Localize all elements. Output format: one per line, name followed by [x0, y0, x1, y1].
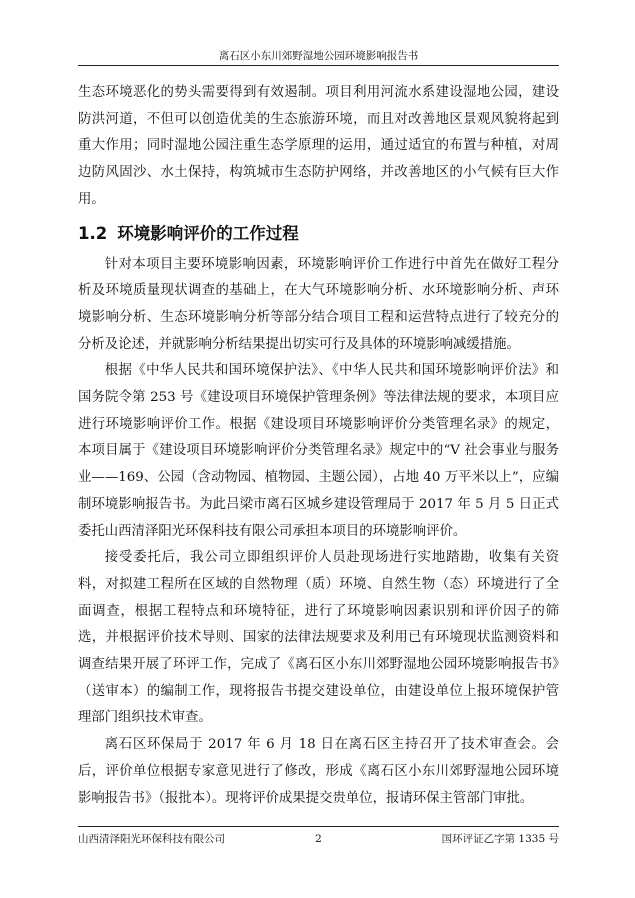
body-paragraph-3: 接受委托后，我公司立即组织评价人员赴现场进行实地踏勘，收集有关资料，对拟建工程所在区域的自然物理（质）环境、自然生物（态）环境进行了全面调查，根据工程特点和环境特征，进行了环境影响因素识别和评价因子的筛选，并根据评价技术导则、国家的法律法规要求及利用已有环境现状监测资料和调查结果开展了环评工作，完成了《离石区小东川郊野湿地公园环境影响报告书》（送审本）的编制工作，现将报告书提交建设单位，由建设单位上报环境保护管理部门组织技术审查。: [78, 550, 559, 726]
footer-company: 山西清泽阳光环保科技有限公司: [78, 833, 225, 845]
footer-certificate: 国环评证乙字第 1335 号: [441, 833, 559, 845]
running-footer: [78, 831, 559, 847]
section-number: 1.2: [78, 223, 108, 243]
section-title: 环境影响评价的工作过程: [117, 223, 299, 243]
page-number: 2: [315, 833, 322, 845]
section-heading: [78, 220, 559, 248]
running-header: 离石区小东川郊野湿地公园环境影响报告书: [218, 50, 419, 62]
page-body: [78, 80, 559, 812]
intro-paragraph: 生态环境恶化的势头需要得到有效遏制。项目利用河流水系建设湿地公园，建设防洪河道，不但可以创造优美的生态旅游环境，而且对改善地区景观风貌将起到重大作用；同时湿地公园注重生态学原理的运用，通过适宜的布置与种植，对周边防风固沙、水土保持，构筑城市生态防护网络，并改善地区的小气候有巨大作用。: [78, 85, 559, 207]
body-paragraph-4: 离石区环保局于 2017 年 6 月 18 日在离石区主持召开了技术审查会。会后，评价单位根据专家意见进行了修改，形成《离石区小东川郊野湿地公园环境影响报告书》（报批本）。现将评价成果提交贵单位，报请环保主管部门审批。: [78, 737, 559, 806]
header-divider: [78, 65, 559, 66]
body-paragraph-1: 针对本项目主要环境影响因素，环境影响评价工作进行中首先在做好工程分析及环境质量现状调查的基础上，在大气环境影响分析、水环境影响分析、声环境影响分析、生态环境影响分析等部分结合项目工程和运营特点进行了较充分的分析及论述，并就影响分析结果提出切实可行及具体的环境影响减缓措施。: [78, 256, 559, 352]
footer-divider: [78, 826, 559, 827]
body-paragraph-2: 根据《中华人民共和国环境保护法》、《中华人民共和国环境影响评价法》和国务院令第 253 号《建设项目环境保护管理条例》等法律法规的要求，本项目应进行环境影响评价工作。根据《建设项目环境影响评价分类管理名录》的规定，本项目属于《建设项目环境影响评价分类管理名录》规定中的“V 社会事业与服务业——169、公园（含动物园、植物园、主题公园），占地 40 万平米以上”，应编制环境影响报告书。为此吕梁市离石区城乡建设管理局于 2017 年 5 月 5 日正式委托山西清泽阳光环保科技有限公司承担本项目的环境影响评价。: [78, 363, 559, 539]
